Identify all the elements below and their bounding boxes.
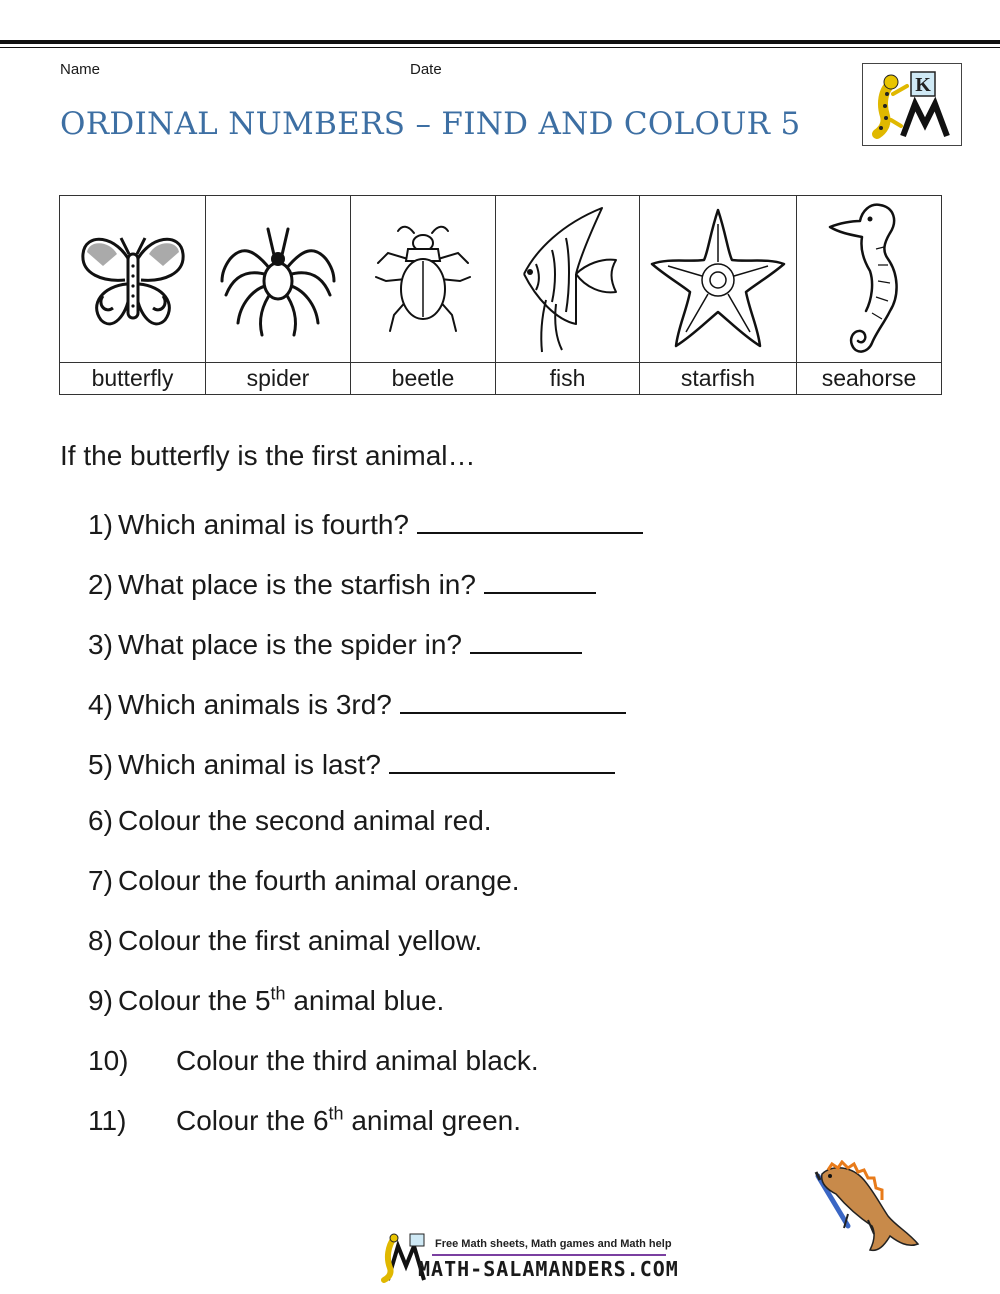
salamander-with-pencil-icon [808, 1160, 924, 1256]
question-number: 3) [88, 629, 113, 660]
question-item [88, 982, 643, 1042]
animal-label: starfish [640, 363, 797, 395]
intro-text: If the butterfly is the first animal… [60, 440, 476, 471]
logo-letter: K [915, 74, 931, 96]
seahorse-cell [797, 196, 942, 363]
starfish-icon [648, 204, 788, 354]
question-text: Colour the second animal red. [118, 805, 492, 836]
question-item [88, 502, 643, 562]
date-label: Date [410, 61, 442, 78]
spider-icon [218, 219, 338, 339]
question-text: Colour the third animal black. [176, 1045, 539, 1076]
question-text: Colour the 5th animal blue. [118, 983, 445, 1016]
answer-blank[interactable] [400, 682, 626, 714]
question-text: Which animal is last? [118, 749, 381, 780]
question-number: 10) [88, 1045, 129, 1076]
animal-label: seahorse [797, 363, 942, 395]
footer-tagline: Free Math sheets, Math games and Math help [435, 1238, 672, 1250]
question-number: 4) [88, 689, 113, 720]
animal-label: fish [496, 363, 640, 395]
top-rule-thin [0, 47, 1000, 48]
question-item [88, 622, 643, 682]
question-item [88, 742, 643, 802]
question-item [88, 802, 643, 862]
question-number: 8) [88, 925, 113, 956]
questions-list [88, 502, 643, 1162]
animal-label: butterfly [60, 363, 206, 395]
question-item [88, 562, 643, 622]
question-item [88, 1102, 643, 1162]
spider-cell [206, 196, 351, 363]
butterfly-cell [60, 196, 206, 363]
animal-label: beetle [351, 363, 496, 395]
answer-blank[interactable] [484, 562, 596, 594]
butterfly-icon [73, 224, 193, 334]
question-text: Colour the first animal yellow. [118, 925, 483, 956]
question-number: 2) [88, 569, 113, 600]
beetle-cell [351, 196, 496, 363]
fish-icon [506, 204, 630, 354]
question-number: 6) [88, 805, 113, 836]
question-text: Colour the fourth animal orange. [118, 865, 520, 896]
fish-cell [496, 196, 640, 363]
footer-divider [432, 1254, 666, 1256]
question-text: Which animal is fourth? [118, 509, 410, 540]
salamander-k-logo [862, 63, 962, 146]
animal-label: spider [206, 363, 351, 395]
question-item [88, 922, 643, 982]
top-rule [0, 40, 1000, 44]
question-number: 9) [88, 985, 113, 1016]
worksheet-title: ORDINAL NUMBERS – FIND AND COLOUR 5 [60, 106, 801, 142]
question-text: What place is the starfish in? [118, 569, 476, 600]
animals-table [59, 195, 942, 395]
question-item [88, 682, 643, 742]
question-text: Which animals is 3rd? [118, 689, 392, 720]
question-number: 11) [88, 1105, 127, 1136]
question-item [88, 1042, 643, 1102]
starfish-cell [640, 196, 797, 363]
name-label: Name [60, 61, 101, 78]
answer-blank[interactable] [389, 742, 615, 774]
answer-blank[interactable] [470, 622, 582, 654]
question-number: 1) [88, 509, 113, 540]
question-text: What place is the spider in? [118, 629, 462, 660]
beetle-icon [368, 219, 478, 339]
question-number: 5) [88, 749, 113, 780]
question-number: 7) [88, 865, 113, 896]
question-item [88, 862, 643, 922]
question-text: Colour the 6th animal green. [176, 1103, 521, 1136]
seahorse-icon [824, 199, 914, 359]
footer-site-name: MATH-SALAMANDERS.COM [418, 1257, 679, 1281]
answer-blank[interactable] [417, 502, 643, 534]
